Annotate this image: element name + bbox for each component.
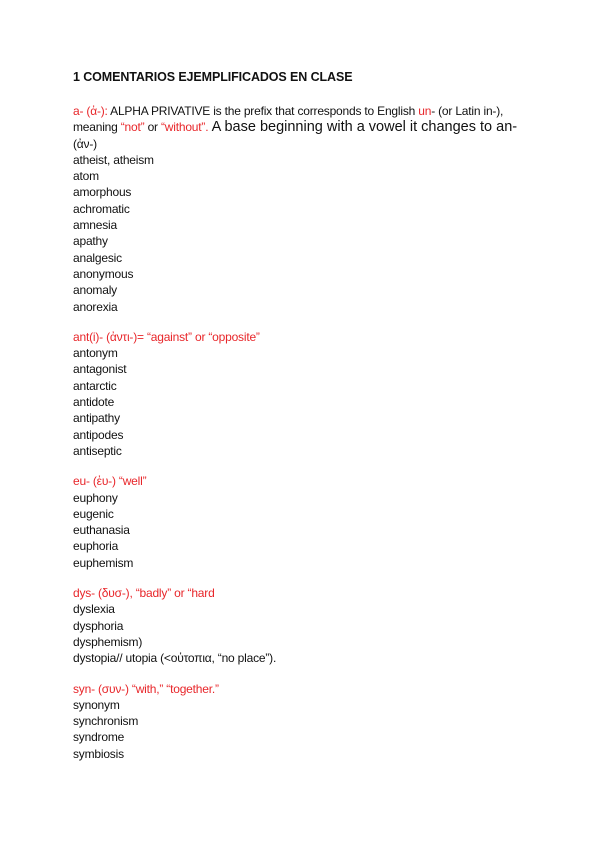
- list-item: antipodes: [73, 427, 124, 442]
- list-item: dysphoria: [73, 618, 124, 633]
- alpha-text-3: meaning: [73, 120, 121, 135]
- alpha-prefix: a- (ἀ-):: [73, 104, 108, 118]
- list-item: syndrome: [73, 730, 125, 745]
- alpha-big-text: A base beginning with a vowel it changes to an-: [208, 119, 518, 136]
- list-item: antagonist: [73, 362, 127, 377]
- list-item: atom: [73, 169, 99, 184]
- section-anti: [73, 329, 553, 459]
- list-item: antarctic: [73, 378, 117, 393]
- alpha-greek: (ἀν-): [73, 136, 97, 151]
- section-eu: [73, 473, 553, 571]
- dys-heading: dys- (δυσ-), “badly” or “hard: [73, 586, 215, 601]
- list-item: antidote: [73, 395, 115, 410]
- list-item: anonymous: [73, 266, 134, 281]
- list-item: anorexia: [73, 299, 118, 314]
- page-title: 1 COMENTARIOS EJEMPLIFICADOS EN CLASE: [73, 70, 353, 84]
- syn-word-list: [73, 697, 553, 762]
- alpha-or: or: [144, 120, 161, 135]
- list-item: dysphemism): [73, 634, 143, 649]
- anti-word-list: [73, 345, 553, 459]
- list-item: anomaly: [73, 283, 117, 298]
- section-alpha: [73, 103, 553, 315]
- list-item: antipathy: [73, 411, 120, 426]
- list-item: synchronism: [73, 714, 139, 729]
- list-item: symbiosis: [73, 746, 124, 761]
- section-dys: [73, 585, 553, 666]
- document-page: [73, 70, 553, 776]
- section-syn: [73, 681, 553, 762]
- list-item: euphemism: [73, 555, 134, 570]
- alpha-heading: [73, 103, 553, 152]
- syn-heading: syn- (συν-) “with,” “together.”: [73, 681, 219, 696]
- alpha-un: un: [418, 104, 432, 118]
- eu-word-list: [73, 490, 553, 571]
- alpha-not: “not”: [120, 120, 145, 135]
- dys-word-list: [73, 601, 553, 666]
- alpha-text-1: ALPHA PRIVATIVE is the prefix that corresponds to English: [107, 104, 419, 118]
- list-item: euphoria: [73, 539, 119, 554]
- eu-heading: eu- (ἐυ-) “well”: [73, 474, 147, 489]
- list-item: antonym: [73, 346, 118, 361]
- list-item: euthanasia: [73, 523, 130, 538]
- alpha-text-2: - (or Latin in-),: [431, 104, 504, 118]
- list-item: atheist, atheism: [73, 152, 154, 167]
- list-item: achromatic: [73, 201, 130, 216]
- list-item: amorphous: [73, 185, 132, 200]
- list-item: analgesic: [73, 250, 122, 265]
- list-item: apathy: [73, 234, 108, 249]
- list-item: eugenic: [73, 506, 114, 521]
- alpha-without: “without”.: [161, 120, 209, 135]
- list-item: dyslexia: [73, 602, 115, 617]
- list-item: dystopia// utopia (<οὐτοπια, “no place”).: [73, 651, 277, 666]
- list-item: euphony: [73, 490, 118, 505]
- list-item: antiseptic: [73, 443, 122, 458]
- alpha-word-list: [73, 152, 553, 315]
- list-item: amnesia: [73, 218, 117, 233]
- anti-heading: ant(i)- (ἀντι-)= “against” or “opposite”: [73, 329, 260, 344]
- list-item: synonym: [73, 697, 120, 712]
